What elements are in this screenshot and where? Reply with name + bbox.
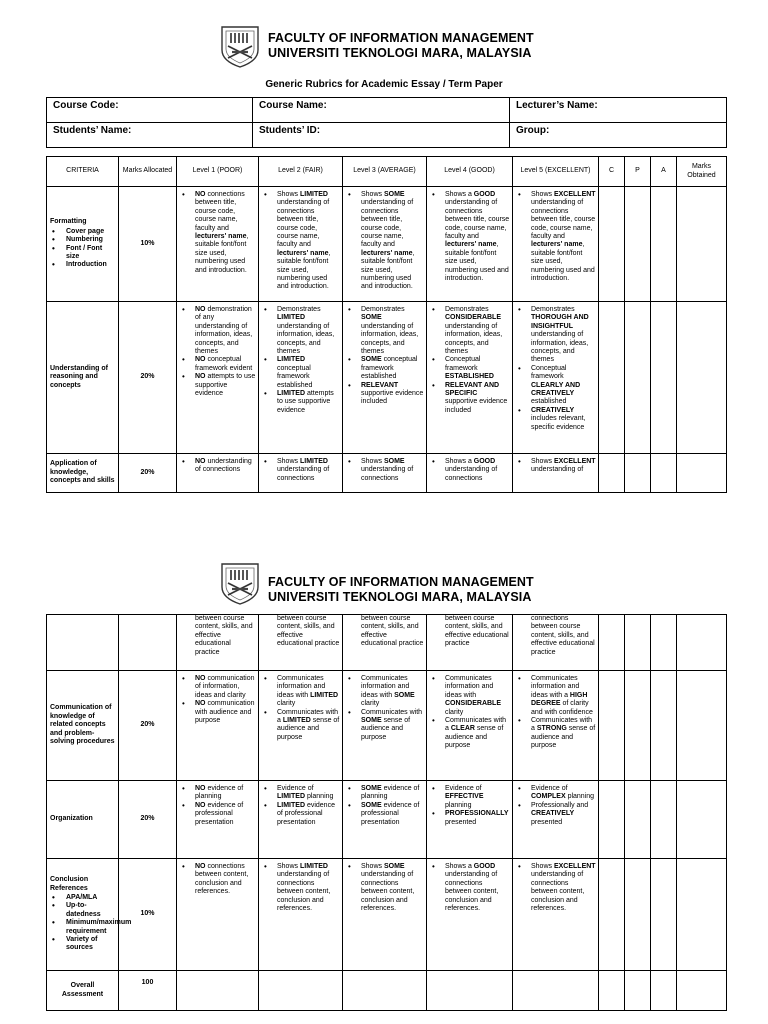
- conclusion-row: [47, 859, 727, 971]
- organization-marks: 20%: [119, 781, 177, 859]
- application-c-cell[interactable]: [599, 454, 625, 493]
- application-a-cell[interactable]: [651, 454, 677, 493]
- formatting-level-2: • Shows LIMITED understanding of connections between title, course code, course name, faculty and lecturers' name, suitable font/font size used, numbering used and introduction.: [259, 187, 343, 302]
- conclusion-marks: 10%: [119, 859, 177, 971]
- communication-level-1: • NO communication of information, ideas and clarity • NO communication with audience and purpose: [177, 671, 259, 781]
- overall-row: [47, 971, 727, 1011]
- formatting-item: • Introduction: [50, 261, 115, 269]
- organization-level-1: • NO evidence of planning • NO evidence of professional presentation: [177, 781, 259, 859]
- uitm-crest-logo: [218, 561, 262, 605]
- conclusion-level-5: • Shows EXCELLENT understanding of connections between content, conclusion and references.: [513, 859, 599, 971]
- c-header: C: [599, 157, 625, 187]
- level-4-header: Level 4 (GOOD): [427, 157, 513, 187]
- organization-level-4: • Evidence of EFFECTIVE planning • PROFESSIONALLY presented: [427, 781, 513, 859]
- level-3-header: Level 3 (AVERAGE): [343, 157, 427, 187]
- faculty-heading: [268, 31, 534, 61]
- formatting-item: • Font / Font size: [50, 245, 115, 262]
- application-level-5: • Shows EXCELLENT understanding of: [513, 454, 599, 493]
- overall-level-5: [513, 971, 599, 1011]
- application-level-4-continued: between course content, skills, and effective educational practice: [427, 615, 513, 671]
- organization-marks-obtained[interactable]: [677, 781, 727, 859]
- communication-level-3: • Communicates information and ideas with SOME clarity • Communicates with SOME sense of audience and purpose: [343, 671, 427, 781]
- formatting-p-cell[interactable]: [625, 187, 651, 302]
- conclusion-title: Conclusion References: [50, 876, 89, 892]
- page-2: [0, 557, 768, 1024]
- course-code-label[interactable]: Course Code:: [47, 98, 253, 123]
- application-level-3: • Shows SOME understanding of connections: [343, 454, 427, 493]
- communication-p-cell[interactable]: [625, 671, 651, 781]
- level-2-header: Level 2 (FAIR): [259, 157, 343, 187]
- overall-criteria: Overall Assessment: [47, 971, 119, 1011]
- formatting-level-5: • Shows EXCELLENT understanding of connections between title, course code, course name, faculty and lecturers' name, suitable font/font size used, numbering used and introduction.: [513, 187, 599, 302]
- conclusion-marks-obtained[interactable]: [677, 859, 727, 971]
- p-header: P: [625, 157, 651, 187]
- conclusion-level-2: • Shows LIMITED understanding of connections between content, conclusion and references.: [259, 859, 343, 971]
- application-level-2: • Shows LIMITED understanding of connections: [259, 454, 343, 493]
- formatting-level-1: • NO connections between title, course code, course name, faculty and lecturers' name, suitable font/font size used, numbering used and introduction.: [177, 187, 259, 302]
- conclusion-item: • Minimum/maximum requirement: [50, 919, 115, 936]
- course-name-label[interactable]: Course Name:: [253, 98, 510, 123]
- formatting-c-cell[interactable]: [599, 187, 625, 302]
- conclusion-level-3: • Shows SOME understanding of connections between content, conclusion and references.: [343, 859, 427, 971]
- application-continued-criteria: [47, 615, 119, 671]
- overall-a-cell[interactable]: [651, 971, 677, 1011]
- overall-p-cell[interactable]: [625, 971, 651, 1011]
- application-continued-marks: [119, 615, 177, 671]
- overall-level-2: [259, 971, 343, 1011]
- reasoning-a-cell[interactable]: [651, 302, 677, 454]
- application-marks-obtained[interactable]: [677, 454, 727, 493]
- group-label[interactable]: Group:: [510, 123, 727, 148]
- application-level-1-continued: between course content, skills, and effective educational practice: [177, 615, 259, 671]
- organization-p-cell[interactable]: [625, 781, 651, 859]
- application-level-4: • Shows a GOOD understanding of connections: [427, 454, 513, 493]
- application-level-2-continued: between course content, skills, and effective educational practice: [259, 615, 343, 671]
- organization-criteria: Organization: [47, 781, 119, 859]
- communication-level-5: • Communicates information and ideas with a HIGH DEGREE of clarity and with confidence • Communicates with a STRONG sense of audience and purpose: [513, 671, 599, 781]
- lecturer-name-label[interactable]: Lecturer’s Name:: [510, 98, 727, 123]
- organization-level-5: • Evidence of COMPLEX planning • Professionally and CREATIVELY presented: [513, 781, 599, 859]
- criteria-header: CRITERIA: [47, 157, 119, 187]
- application-level-3-continued: between course content, skills, and effective educational practice: [343, 615, 427, 671]
- application-p-cell[interactable]: [625, 454, 651, 493]
- organization-c-cell[interactable]: [599, 781, 625, 859]
- reasoning-level-5: • Demonstrates THOROUGH AND INSIGHTFUL understanding of information, ideas, concepts, and themes • Conceptual framework CLEARLY AND CREATIVELY established • CREATIVELY includes relevant, specific evidence: [513, 302, 599, 454]
- rubric-table-page-1: [46, 156, 727, 493]
- application-marks: 20%: [119, 454, 177, 493]
- reasoning-marks: 20%: [119, 302, 177, 454]
- level-1-header: Level 1 (POOR): [177, 157, 259, 187]
- conclusion-p-cell[interactable]: [625, 859, 651, 971]
- reasoning-level-1: • NO demonstration of any understanding of information, ideas, concepts, and themes • NO conceptual framework evident • NO attempts to use supportive evidence: [177, 302, 259, 454]
- organization-level-2: • Evidence of LIMITED planning • LIMITED evidence of professional presentation: [259, 781, 343, 859]
- overall-marks-obtained[interactable]: [677, 971, 727, 1011]
- application-level-5-continued: connections between course content, skills, and effective educational practice: [513, 615, 599, 671]
- rubric-title: Generic Rubrics for Academic Essay / Term Paper: [265, 79, 503, 90]
- overall-c-cell[interactable]: [599, 971, 625, 1011]
- marks-obtained-header: Marks Obtained: [677, 157, 727, 187]
- university-name: UNIVERSITI TEKNOLOGI MARA, MALAYSIA: [268, 590, 532, 604]
- formatting-marks-obtained[interactable]: [677, 187, 727, 302]
- reasoning-criteria: Understanding of reasoning and concepts: [47, 302, 119, 454]
- formatting-a-cell[interactable]: [651, 187, 677, 302]
- formatting-marks: 10%: [119, 187, 177, 302]
- application-marks-obtained-continued[interactable]: [677, 615, 727, 671]
- reasoning-c-cell[interactable]: [599, 302, 625, 454]
- conclusion-c-cell[interactable]: [599, 859, 625, 971]
- reasoning-level-3: • Demonstrates SOME understanding of information, ideas, concepts, and themes • SOME conceptual framework established • RELEVANT supportive evidence included: [343, 302, 427, 454]
- communication-marks-obtained[interactable]: [677, 671, 727, 781]
- organization-level-3: • SOME evidence of planning • SOME evidence of professional presentation: [343, 781, 427, 859]
- organization-a-cell[interactable]: [651, 781, 677, 859]
- organization-row: [47, 781, 727, 859]
- communication-level-4: • Communicates information and ideas with CONSIDERABLE clarity • Communicates with a CLEAR sense of audience and purpose: [427, 671, 513, 781]
- a-header: A: [651, 157, 677, 187]
- communication-level-2: • Communicates information and ideas with LIMITED clarity • Communicates with a LIMITED sense of audience and purpose: [259, 671, 343, 781]
- reasoning-marks-obtained[interactable]: [677, 302, 727, 454]
- application-a-cell-continued[interactable]: [651, 615, 677, 671]
- overall-level-3: [343, 971, 427, 1011]
- conclusion-a-cell[interactable]: [651, 859, 677, 971]
- conclusion-level-1: • NO connections between content, conclusion and references.: [177, 859, 259, 971]
- reasoning-level-4: • Demonstrates CONSIDERABLE understanding of information, ideas, concepts, and themes • Conceptual framework ESTABLISHED • RELEVANT AND SPECIFIC supportive evidence included: [427, 302, 513, 454]
- conclusion-item: • Up-to-datedness: [50, 902, 115, 919]
- faculty-name: FACULTY OF INFORMATION MANAGEMENT: [268, 31, 534, 45]
- formatting-criteria: [47, 187, 119, 302]
- course-info-table: [46, 97, 727, 148]
- overall-level-4: [427, 971, 513, 1011]
- application-level-1: • NO understanding of connections: [177, 454, 259, 493]
- faculty-heading: [268, 575, 534, 605]
- marks-allocated-header: Marks Allocated: [119, 157, 177, 187]
- level-5-header: Level 5 (EXCELLENT): [513, 157, 599, 187]
- communication-criteria: Communication of knowledge of related concepts and problem-solving procedures: [47, 671, 119, 781]
- communication-marks: 20%: [119, 671, 177, 781]
- communication-a-cell[interactable]: [651, 671, 677, 781]
- faculty-name: FACULTY OF INFORMATION MANAGEMENT: [268, 575, 534, 589]
- application-c-cell-continued[interactable]: [599, 615, 625, 671]
- application-continued-row: [47, 615, 727, 671]
- conclusion-item: • APA/MLA: [50, 894, 115, 902]
- uitm-crest-logo: [218, 24, 262, 68]
- overall-level-1: [177, 971, 259, 1011]
- students-name-label[interactable]: Students’ Name:: [47, 123, 253, 148]
- conclusion-criteria: [47, 859, 132, 971]
- conclusion-level-4: • Shows a GOOD understanding of connections between content, conclusion and references.: [427, 859, 513, 971]
- formatting-title: Formatting: [50, 218, 87, 226]
- university-name: UNIVERSITI TEKNOLOGI MARA, MALAYSIA: [268, 46, 532, 60]
- formatting-level-4: • Shows a GOOD understanding of connections between title, course code, course name, faculty and lecturers' name, suitable font/font size used, numbering used and introduction.: [427, 187, 513, 302]
- formatting-level-3: • Shows SOME understanding of connections between title, course code, course name, faculty and lecturers' name, suitable font/font size used, numbering used and introduction.: [343, 187, 427, 302]
- application-criteria: Application of knowledge, concepts and skills: [47, 454, 119, 493]
- communication-row: [47, 671, 727, 781]
- reasoning-level-2: • Demonstrates LIMITED understanding of information, ideas, concepts, and themes • LIMITED conceptual framework established • LIMITED attempts to use supportive evidence: [259, 302, 343, 454]
- rubric-table-page-2: [46, 614, 727, 1011]
- students-id-label[interactable]: Students’ ID:: [253, 123, 510, 148]
- communication-c-cell[interactable]: [599, 671, 625, 781]
- conclusion-item: • Variety of sources: [50, 936, 115, 953]
- reasoning-row: [47, 302, 727, 454]
- application-row: [47, 454, 727, 493]
- formatting-item: • Numbering: [50, 236, 115, 244]
- overall-marks: 100: [119, 971, 177, 1011]
- reasoning-p-cell[interactable]: [625, 302, 651, 454]
- formatting-item: • Cover page: [50, 228, 115, 236]
- rubric-header-row: [47, 157, 727, 187]
- formatting-row: [47, 187, 727, 302]
- application-p-cell-continued[interactable]: [625, 615, 651, 671]
